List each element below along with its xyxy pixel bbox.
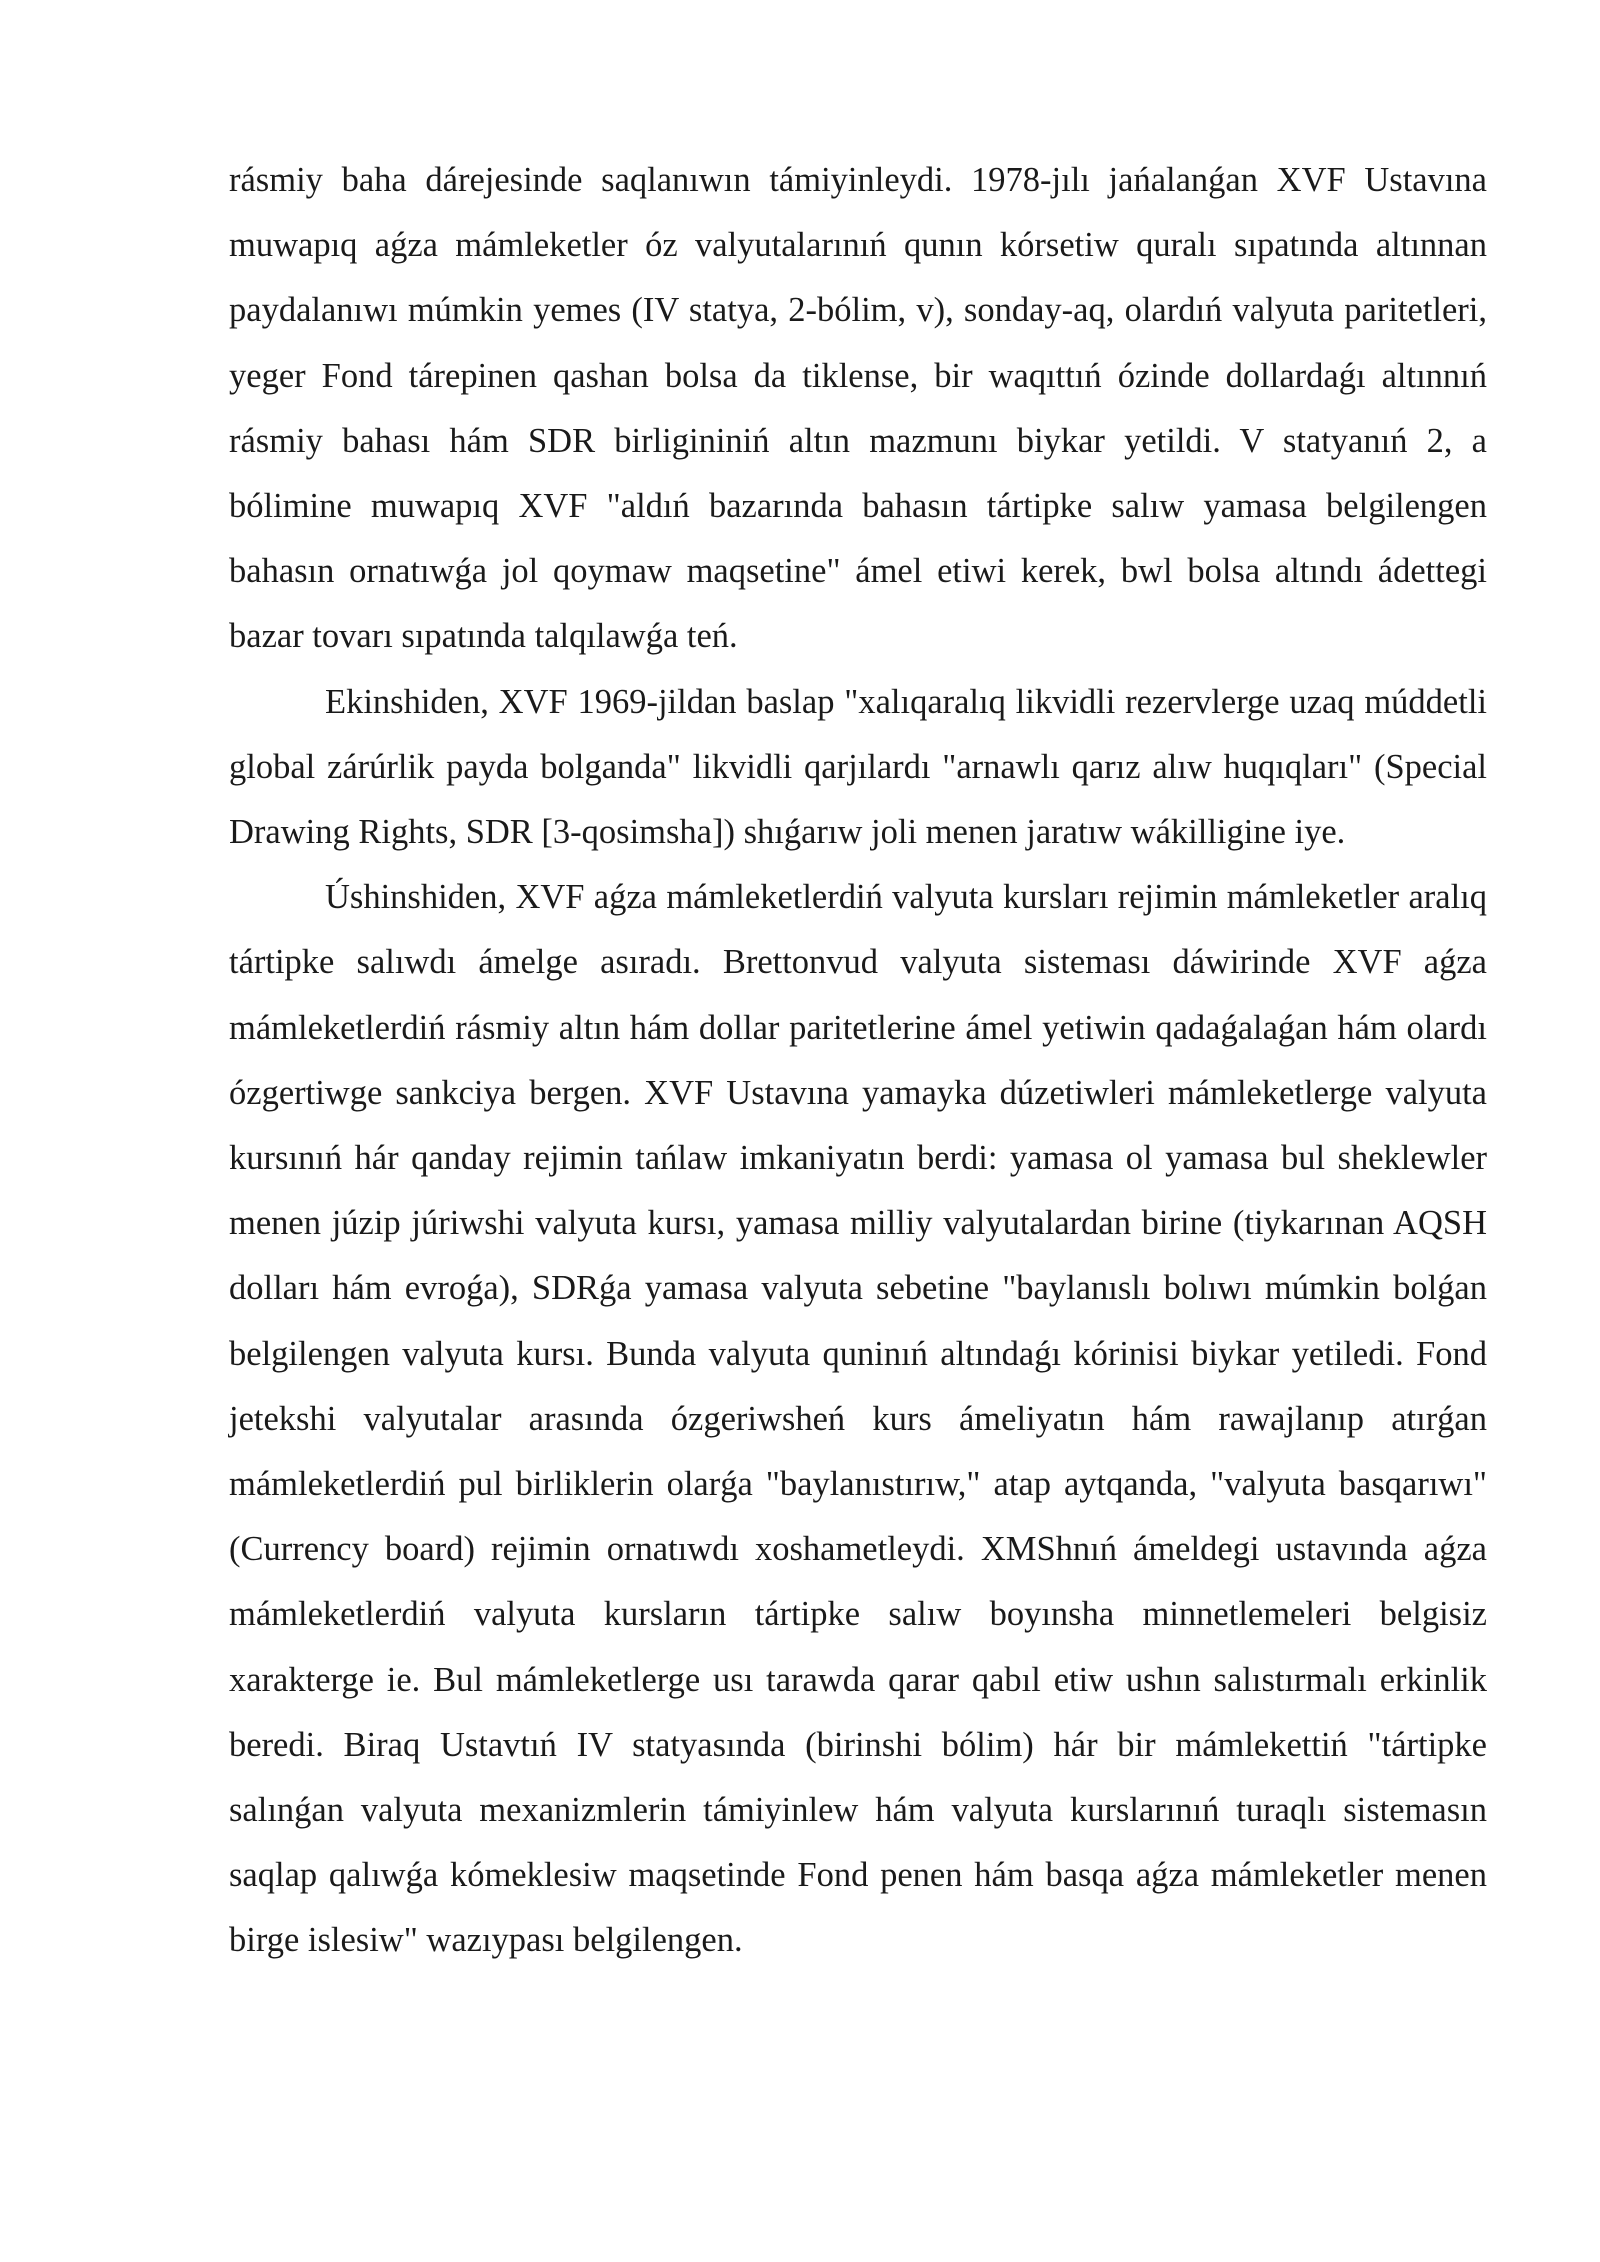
paragraph-second: Ekinshiden, XVF 1969-jildan baslap "xalıqaralıq likvidli rezervlerge uzaq múddetli global zárúrlik payda bolganda" likvidli qarjılardı "arnawlı qarız alıw huqıqları" (Special Drawing Rights, SDR [3-qosimsha]) shıǵarıw joli menen jaratıw wákilligine iye. [229,682,1487,852]
paragraph-continuation: rásmiy baha dárejesinde saqlanıwın támiyinleydi. 1978-jılı jańalanǵan XVF Ustavına muwapıq aǵza mámleketler óz valyutalarınıń qunın kórsetiw quralı sıpatında altınnan paydalanıwı múmkin yemes (IV statya, 2-bólim, v), sonday-aq, olardıń valyuta paritetleri, yeger Fond tárepinen qashan bolsa da tiklense, bir waqıttıń ózinde dollardaǵı altınnıń rásmiy bahası hám SDR birligininiń altın mazmunı biykar yetildi. V statyanıń 2, a bólimine muwapıq XVF "aldıń bazarında bahasın tártipke salıw yamasa belgilengen bahasın ornatıwǵa jol qoymaw maqsetine" ámel etiwi kerek, bwl bolsa altındı ádettegi bazar tovarı sıpatında talqılawǵa teń. [229,161,1487,656]
paragraph-third: Úshinshiden, XVF aǵza mámleketlerdiń valyuta kursları rejimin mámleketler aralıq tártipke salıwdı ámelge asıradı. Brettonvud valyuta sisteması dáwirinde XVF aǵza mámleketlerdiń rásmiy altın hám dollar paritetlerine ámel yetiwin qadaǵalaǵan hám olardı ózgertiwge sankciya bergen. XVF Ustavına yamayka dúzetiwleri mámleketlerge valyuta kursınıń hár qanday rejimin tańlaw imkaniyatın berdi: yamasa ol yamasa bul sheklewler menen júzip júriwshi valyuta kursı, yamasa milliy valyutalardan birine (tiykarınan AQSH dolları hám evroǵa), SDRǵa yamasa valyuta sebetine "baylanıslı bolıwı múmkin bolǵan belgilengen valyuta kursı. Bunda valyuta quninıń altındaǵı kórinisi biykar yetiledi. Fond jetekshi valyutalar arasında ózgeriwsheń kurs ámeliyatın hám rawajlanıp atırǵan mámleketlerdiń pul birliklerin olarǵa "baylanıstırıw," atap aytqanda, "valyuta basqarıwı" (Currency board) rejimin ornatıwdı xoshametleydi. XMShnıń ámeldegi ustavında aǵza mámleketlerdiń valyuta kursların tártipke salıw boyınsha minnetlemeleri belgisiz xarakterge ie. Bul mámleketlerge usı tarawda qarar qabıl etiw ushın salıstırmalı erkinlik beredi. Biraq Ustavtıń IV statyasında (birinshi bólim) hár bir mámlekettiń "tártipke salınǵan valyuta mexanizmlerin támiyinlew hám valyuta kurslarınıń turaqlı sistemasın saqlap qalıwǵa kómeklesiw maqsetinde Fond penen hám basqa aǵza mámleketler menen birge islesiw" wazıypası belgilengen. [229,878,1487,1960]
document-page [229,148,1487,1974]
